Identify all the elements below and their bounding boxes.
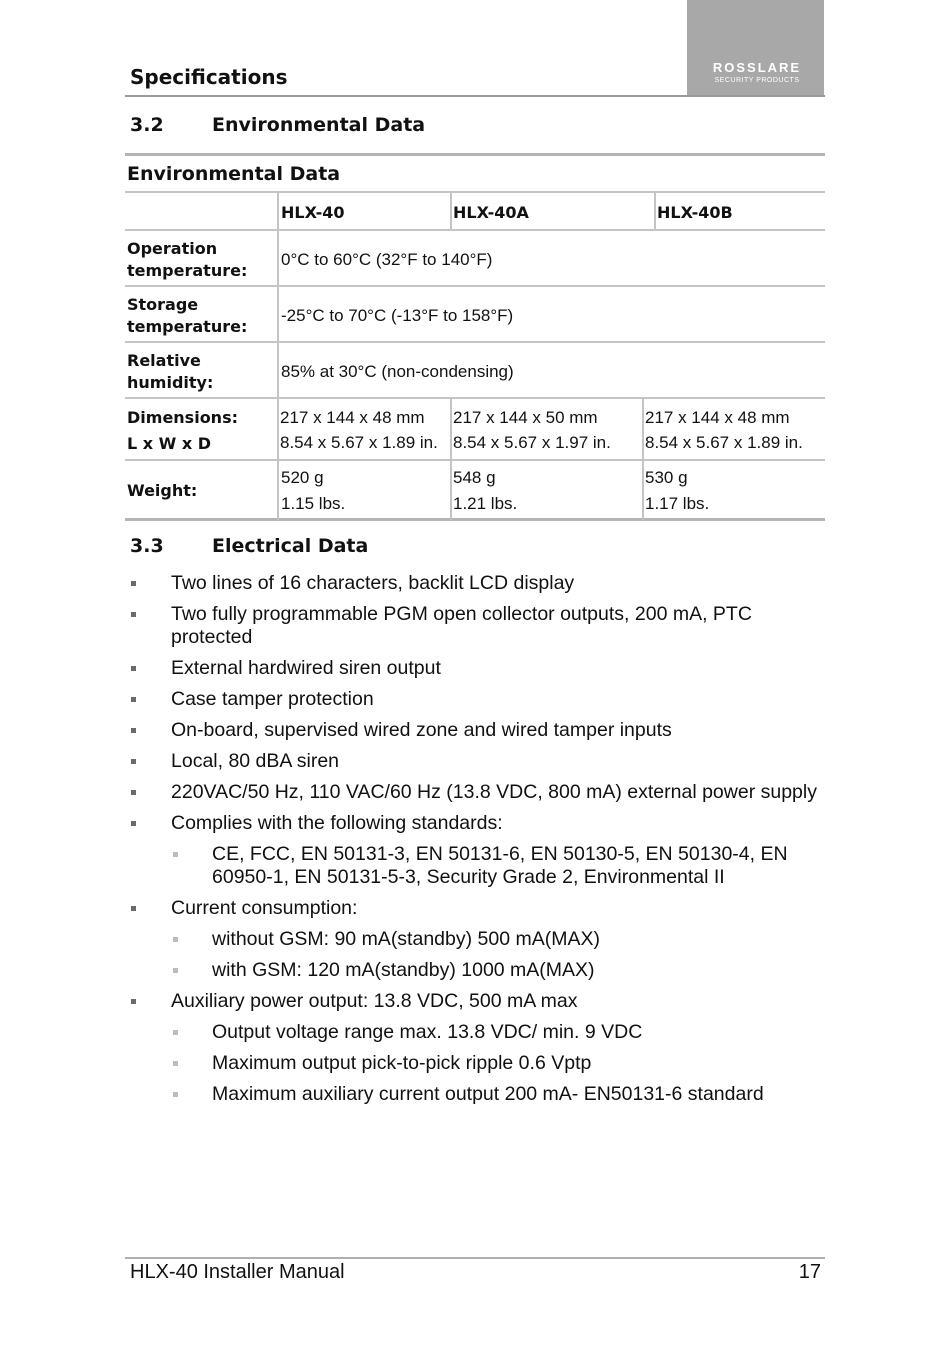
list-item [130, 781, 830, 804]
list-item [130, 990, 830, 1013]
list-item [130, 750, 830, 773]
row-label-storage-2: temperature: [127, 317, 248, 336]
row-label-dimensions-2: L x W x D [127, 434, 212, 453]
sub-list-item [130, 1083, 830, 1106]
weight-hlx-40b-lbs: 1.17 lbs. [645, 494, 710, 513]
column-header-hlx-40b: HLX-40B [657, 203, 733, 222]
bullet-icon [131, 666, 136, 671]
table-rule [125, 341, 825, 343]
table-bottom-divider [125, 518, 825, 521]
rosslare-logo [687, 0, 824, 95]
list-item [130, 603, 830, 649]
sub-list-item [130, 928, 830, 951]
weight-hlx-40b-g: 530 g [645, 468, 688, 487]
dimensions-hlx-40a-in: 8.54 x 5.67 x 1.97 in. [453, 433, 611, 452]
sub-bullet-icon [173, 1092, 178, 1097]
list-item-text: Two lines of 16 characters, backlit LCD display [171, 572, 575, 594]
list-item-text: CE, FCC, EN 50131-3, EN 50131-6, EN 50130-5, EN 50130-4, EN 60950-1, EN 50131-5-3, Security Grade 2, Environmental II [212, 843, 788, 888]
list-item [130, 657, 830, 680]
list-item [130, 719, 830, 742]
column-divider [654, 191, 656, 231]
row-label-operation-2: temperature: [127, 261, 248, 280]
sub-bullet-icon [173, 1061, 178, 1066]
dimensions-hlx-40b-in: 8.54 x 5.67 x 1.89 in. [645, 433, 803, 452]
bullet-icon [131, 790, 136, 795]
table-title: Environmental Data [127, 163, 341, 185]
dimensions-hlx-40-in: 8.54 x 5.67 x 1.89 in. [280, 433, 438, 452]
section-title: Environmental Data [212, 114, 426, 136]
column-divider [642, 397, 644, 520]
electrical-data-list [130, 572, 830, 1114]
row-label-weight: Weight: [127, 481, 198, 500]
sub-bullet-icon [173, 852, 178, 857]
sub-list-item [130, 1052, 830, 1075]
page-header-title: Specifications [130, 65, 288, 89]
list-item-text: without GSM: 90 mA(standby) 500 mA(MAX) [212, 928, 600, 950]
bullet-icon [131, 728, 136, 733]
sub-list-item [130, 843, 830, 889]
footer-manual-title: HLX-40 Installer Manual [130, 1261, 345, 1283]
row-label-operation: Operation [127, 239, 218, 258]
storage-temperature-value: -25°C to 70°C (-13°F to 158°F) [281, 306, 514, 325]
table-rule [125, 459, 825, 461]
row-label-dimensions: Dimensions: [127, 408, 238, 427]
list-item [130, 688, 830, 711]
weight-hlx-40-lbs: 1.15 lbs. [281, 494, 346, 513]
logo-wordmark: ROSSLARE [712, 60, 802, 75]
table-rule [125, 285, 825, 287]
logo-tagline: SECURITY PRODUCTS [714, 77, 800, 84]
column-header-hlx-40: HLX-40 [281, 203, 345, 222]
bullet-icon [131, 697, 136, 702]
column-header-hlx-40a: HLX-40A [453, 203, 529, 222]
column-divider [277, 191, 279, 520]
section-title: Electrical Data [212, 535, 369, 557]
list-item-text: Two fully programmable PGM open collector outputs, 200 mA, PTC protected [171, 603, 752, 648]
page-number: 17 [798, 1261, 821, 1283]
dimensions-hlx-40-mm: 217 x 144 x 48 mm [280, 408, 425, 427]
list-item [130, 812, 830, 835]
bullet-icon [131, 581, 136, 586]
bullet-icon [131, 999, 136, 1004]
sub-list-item [130, 1021, 830, 1044]
list-item [130, 897, 830, 920]
table-top-divider [125, 153, 825, 156]
list-item-text: with GSM: 120 mA(standby) 1000 mA(MAX) [212, 959, 595, 981]
list-item-text: External hardwired siren output [171, 657, 441, 679]
list-item-text: 220VAC/50 Hz, 110 VAC/60 Hz (13.8 VDC, 800 mA) external power supply [171, 781, 817, 803]
sub-bullet-icon [173, 968, 178, 973]
relative-humidity-value: 85% at 30°C (non-condensing) [281, 362, 514, 381]
bullet-icon [131, 906, 136, 911]
bullet-icon [131, 759, 136, 764]
list-item-text: Local, 80 dBA siren [171, 750, 340, 772]
dimensions-hlx-40b-mm: 217 x 144 x 48 mm [645, 408, 790, 427]
list-item-text: Maximum auxiliary current output 200 mA- EN50131-6 standard [212, 1083, 764, 1105]
table-rule [125, 229, 825, 231]
column-divider [450, 191, 452, 231]
list-item-text: Complies with the following standards: [171, 812, 503, 834]
list-item-text: Output voltage range max. 13.8 VDC/ min. 9 VDC [212, 1021, 643, 1043]
bullet-icon [131, 612, 136, 617]
row-label-humidity-2: humidity: [127, 373, 214, 392]
footer-divider [125, 1257, 825, 1259]
list-item-text: Auxiliary power output: 13.8 VDC, 500 mA max [171, 990, 578, 1012]
row-label-storage: Storage [127, 295, 199, 314]
table-rule [125, 397, 825, 399]
list-item-text: Current consumption: [171, 897, 358, 919]
operation-temperature-value: 0°C to 60°C (32°F to 140°F) [281, 250, 493, 269]
dimensions-hlx-40a-mm: 217 x 144 x 50 mm [453, 408, 598, 427]
section-number: 3.3 [130, 535, 164, 557]
header-divider [125, 95, 825, 97]
column-divider [450, 397, 452, 520]
sub-bullet-icon [173, 937, 178, 942]
weight-hlx-40-g: 520 g [281, 468, 324, 487]
sub-list-item [130, 959, 830, 982]
weight-hlx-40a-g: 548 g [453, 468, 496, 487]
bullet-icon [131, 821, 136, 826]
list-item [130, 572, 830, 595]
sub-bullet-icon [173, 1030, 178, 1035]
list-item-text: Maximum output pick-to-pick ripple 0.6 Vptp [212, 1052, 592, 1074]
list-item-text: On-board, supervised wired zone and wired tamper inputs [171, 719, 672, 741]
weight-hlx-40a-lbs: 1.21 lbs. [453, 494, 518, 513]
list-item-text: Case tamper protection [171, 688, 374, 710]
row-label-humidity: Relative [127, 351, 201, 370]
section-number: 3.2 [130, 114, 164, 136]
table-rule [125, 191, 825, 193]
